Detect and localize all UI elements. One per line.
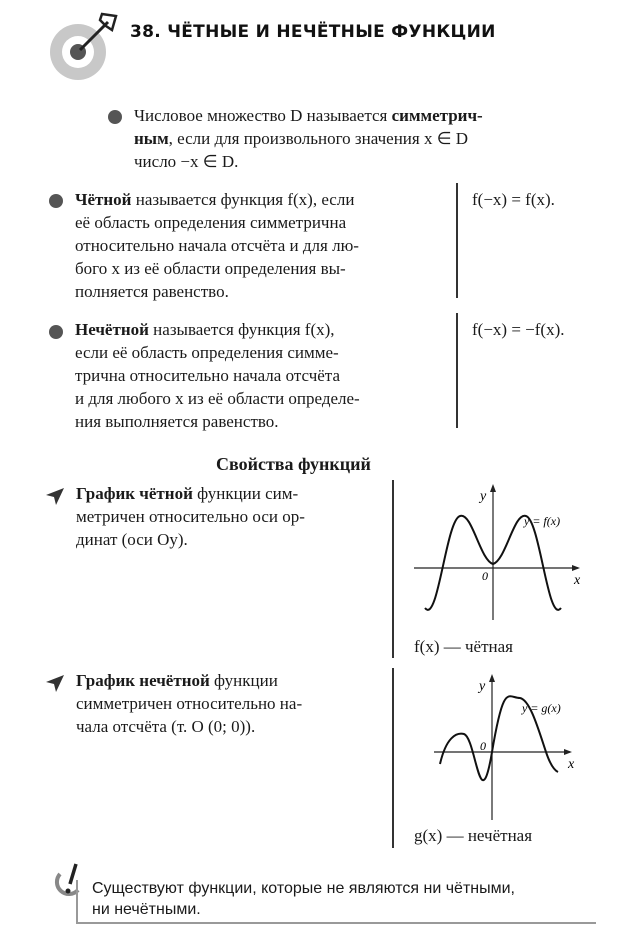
odd-caption: g(x) — нечётная	[414, 826, 533, 845]
odd-formula: f(−x) = −f(x).	[472, 320, 565, 339]
divider	[456, 183, 458, 298]
x-axis-label: x	[568, 757, 575, 772]
curve-label: y = g(x)	[522, 701, 561, 715]
divider	[392, 480, 394, 658]
symmetric-set-definition: Числовое множество D называется симметрич- ным, если для произвольного значения x ∈ D число −x ∈ D.	[134, 106, 483, 171]
origin-label: 0	[482, 569, 488, 583]
target-arrow-icon	[42, 10, 122, 85]
odd-definition: Нечётной называется функция f(x), если её область определения симме- трична относительно начала отсчёта и для любого x из её области определе- ния выполняется равенство.	[75, 320, 360, 431]
even-caption: f(x) — чётная	[414, 637, 513, 656]
note-border-bottom	[76, 922, 596, 924]
y-axis-label: y	[480, 489, 487, 504]
note-border	[76, 880, 78, 922]
even-graph-property: График чётной функции сим- метричен относительно оси ор- динат (оси Oy).	[76, 484, 305, 549]
odd-graph-property: График нечётной функции симметричен относительно на- чала отсчёта (т. O (0; 0)).	[76, 671, 303, 736]
divider	[456, 313, 458, 428]
divider	[392, 668, 394, 848]
x-axis-label: x	[574, 573, 581, 588]
odd-function-graph	[400, 668, 600, 828]
note-text: Существуют функции, которые не являются ни чётными, ни нечётными.	[92, 880, 515, 918]
pointer-arrow-icon	[44, 673, 66, 693]
even-function-graph	[400, 480, 600, 630]
pointer-arrow-icon	[44, 486, 66, 506]
y-axis-label: y	[479, 679, 486, 694]
even-formula: f(−x) = f(x).	[472, 190, 555, 209]
exclamation-note-icon	[54, 862, 88, 898]
bullet-dot	[108, 110, 122, 124]
page-title: 38. ЧЁТНЫЕ И НЕЧЁТНЫЕ ФУНКЦИИ	[130, 22, 496, 42]
section-heading: Свойства функций	[216, 454, 371, 474]
curve-label: y = f(x)	[524, 514, 561, 528]
even-definition: Чётной называется функция f(x), если её область определения симметрична относительно начала отсчёта и для лю- бого x из её области определения вы- полняется равенство.	[75, 190, 359, 301]
bullet-dot	[49, 325, 63, 339]
origin-label: 0	[480, 739, 486, 753]
bullet-dot	[49, 194, 63, 208]
